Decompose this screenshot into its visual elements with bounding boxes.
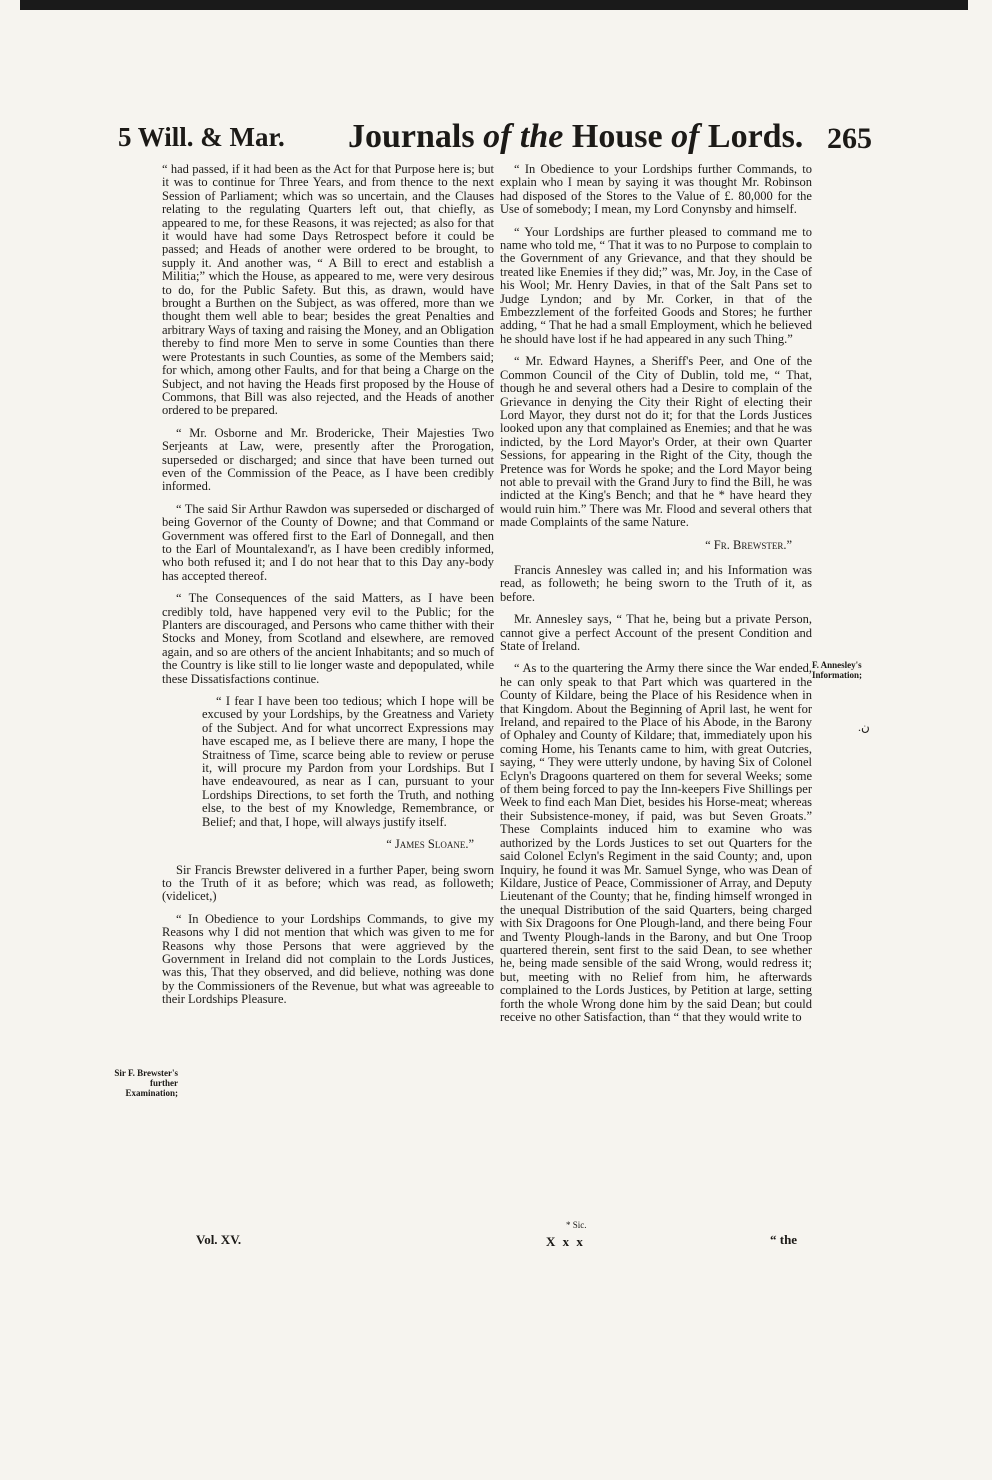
catchword: “ the xyxy=(770,1232,798,1247)
left-paragraph-5: “ I fear I have been too tedious; which I hope will be excused by your Lordships, by the Greatness and Variety of the Subject. And for what uncorrect Expressions may have escaped me, as I believe there are many, I hope the Straitness of Time, scarce being able to review or peruse it, will procure my Pardon from your Lordships. But I have endeavoured, as near as I can, pursuant to your Lordships Directions, to set forth the Truth, and nothing else, to the best of my Knowledge, Remembrance, or Belief; and that, I hope, will always justify itself. xyxy=(202,694,494,829)
letter-closing-block xyxy=(162,695,494,829)
volume-label: Vol. XV. xyxy=(196,1232,242,1247)
stray-mark: .ن xyxy=(858,720,870,734)
title-word-lords: Lords. xyxy=(707,118,804,155)
left-paragraph-3: “ The said Sir Arthur Rawdon was superseded or discharged of being Governor of the County of Downe; and that Command or Government was offered first to the Earl of Donnegall, and then to the Earl of Mountalexand'r, as I have been credibly informed, who both refused it; and I do not hear that to this Day any-body has accepted thereof. xyxy=(162,501,494,583)
margin-note-brewster: Sir F. Brewster's further Examination; xyxy=(114,1068,178,1098)
page-header xyxy=(118,110,872,160)
running-title xyxy=(348,118,803,156)
right-paragraph-4: Francis Annesley was called in; and his Information was read, as followeth; he being sworn to the Truth of it, as before. xyxy=(500,562,812,604)
title-word-journals: Journals xyxy=(348,118,475,155)
regnal-year: 5 Will. & Mar. xyxy=(118,122,285,152)
title-word-of-2: of xyxy=(671,118,700,155)
page-number: 265 xyxy=(827,122,872,155)
signature-mark: X x x xyxy=(546,1234,585,1249)
left-paragraph-6: Sir Francis Brewster delivered in a further Paper, being sworn to the Truth of it as before; which was read, as followeth; (videlicet,) xyxy=(162,862,494,904)
right-column xyxy=(500,163,812,1033)
left-paragraph-7: “ In Obedience to your Lordships Commands, to give my Reasons why I did not mention that which was given to me for Reasons why those Persons that were aggrieved by the Government in Ireland did not complain to the Lords Justices, was this, That they observed, and did believe, nothing was done by the Commissioners of the Revenue, but what was agreeable to their Lordships Pleasure. xyxy=(162,911,494,1007)
right-paragraph-2: “ Your Lordships are further pleased to command me to name who told me, “ That it was to no Purpose to complain to the Government of any Grievance, and that they should be treated like Enemies if they did;” was, Mr. Joy, in the Case of his Wool; Mr. Henry Davies, in that of the Salt Pans set to Judge Lyndon; and by Mr. Corker, in that of the Embezzlement of the forfeited Goods and Stores; he further adding, “ That he had a small Employment, which he believed he should have lost if he had appeared in any such Thing.” xyxy=(500,224,812,346)
margin-note-annesley: F. Annesley's Information; xyxy=(812,660,862,680)
top-border-bar xyxy=(20,0,968,10)
right-paragraph-1: “ In Obedience to your Lordships further Commands, to explain who I mean by saying it was thought Mr. Robinson had disposed of the Stores to the Value of £. 80,000 for the Use of somebody; I mean, my Lord Conynsby and himself. xyxy=(500,162,812,217)
right-paragraph-5: Mr. Annesley says, “ That he, being but a private Person, cannot give a perfect Account of the present Condition and State of Ireland. xyxy=(500,612,812,653)
left-paragraph-4: “ The Consequences of the said Matters, as I have been credibly told, have happened very evil to the Public; for the Planters are discouraged, and Persons who came thither with their Stocks and Money, from Scotland and elsewhere, are removed again, and so are others of the ancient Inhabitants; and so much of the Country is like still to lie longer waste and depopulated, while these Dissatisfactions continue. xyxy=(162,591,494,686)
right-paragraph-3: “ Mr. Edward Haynes, a Sheriff's Peer, and One of the Common Council of the City of Dublin, told me, “ That, though he and several others had a Desire to complain of the Grievance in denying the City their Right of electing their Lord Mayor, they durst not do it; for that the Lords Justices looked upon any that complained as Enemies; and that he was indicted, by the Lord Mayor's Order, at their own Quarter Sessions, for appearing in the Right of the City, though the Pretence was for Words he spoke; and the Lord Mayor being not able to prevail with the Grand Jury to find the Bill, he was indicted at the King's Bench; and that he * have heard they would ruin him.” There was Mr. Flood and several others that made Complaints of the same Nature. xyxy=(500,354,812,530)
left-paragraph-2: “ Mr. Osborne and Mr. Brodericke, Their Majesties Two Serjeants at Law, were, presently after the Prorogation, superseded or discharged; and since that have been turned out even of the Commission of the Peace, as I have been credibly informed. xyxy=(162,425,494,494)
title-word-house: House xyxy=(571,118,663,155)
left-column xyxy=(162,163,494,1016)
right-paragraph-6: “ As to the quartering the Army there since the War ended, he can only speak to that Part which was quartered in the County of Kildare, being the Place of his Residence when in that Kingdom. About the Beginning of April last, he went for Ireland, and repaired to the Place of his Abode, in the Barony of Ophaley and County of Kildare; that, immediately upon his coming Home, his Tenants came to him, with great Outcries, saying, “ They were utterly undone, by having Six of Colonel Eclyn's Dragoons quartered on them for several Weeks; some of them being forced to pay the Inn-keepers Five Shillings per Week to find each Man Diet, besides his Horse-meat; whereas their Subsistence-money, if paid, was but Seven Groats.” These Complaints induced him to examine who was authorized by the Lords Justices to set out Quarters for the said Colonel Eclyn's Regiment in the said County; and, upon Inquiry, he found it was Mr. Samuel Synge, who was Dean of Kildare, Justice of Peace, Commissioner of Array, and Deputy Lieutenant of the County; that he, finding himself wronged in the unequal Distribution of the said Quarters, being charged with Six Dragoons for One Plough-land, and there being Four and Twenty Plough-lands in the Barony, and but One Troop quartered therein, sent first to the said Dean, to see whether he, being made sensible of the said Wrong, would redress it; but, meeting with no Relief from him, he afterwards complained to the Lords Justices, by Petition at large, setting forth the whole Wrong done him by the said Dean; but could receive no other Satisfaction, than “ that they would write to xyxy=(500,661,812,1024)
signature-brewster: “ Fr. Brewster.” xyxy=(705,537,792,552)
sic-footnote: * Sic. xyxy=(566,1220,587,1230)
left-paragraph-1: “ had passed, if it had been as the Act for that Purpose here is; but it was to continue for Three Years, and from thence to the next Session of Parliament; which was so uncertain, and the Clauses relating to the regulating Quarters left out, that chiefly, as appeared to me, for these Reasons, it was rejected; as also for that it would have had some Days Retrospect before it could be passed; and Heads of another were ordered to be brought, to supply it. And another was, “ A Bill to erect and establish a Militia;” which the House, as appeared to me, were very desirous to do, for the Public Safety. But this, as drawn, would have brought a Burthen on the Subject, as was offered, more than we thought them well able to bear; besides the great Penalties and arbitrary Ways of taxing and raising the Money, and an Obligation thereby to find more Men to serve in some Counties than there were Protestants in such Counties, as some of the Members said; for which, among other Faults, and for that being a Charge on the Subject, and not having the Heads first proposed by the House of Commons, that Bill was also rejected, and the Heads of another ordered to be prepared. xyxy=(162,162,494,418)
title-word-of-1: of xyxy=(483,118,512,155)
signature-sloane: “ James Sloane.” xyxy=(386,837,474,852)
title-word-the: the xyxy=(519,118,564,155)
